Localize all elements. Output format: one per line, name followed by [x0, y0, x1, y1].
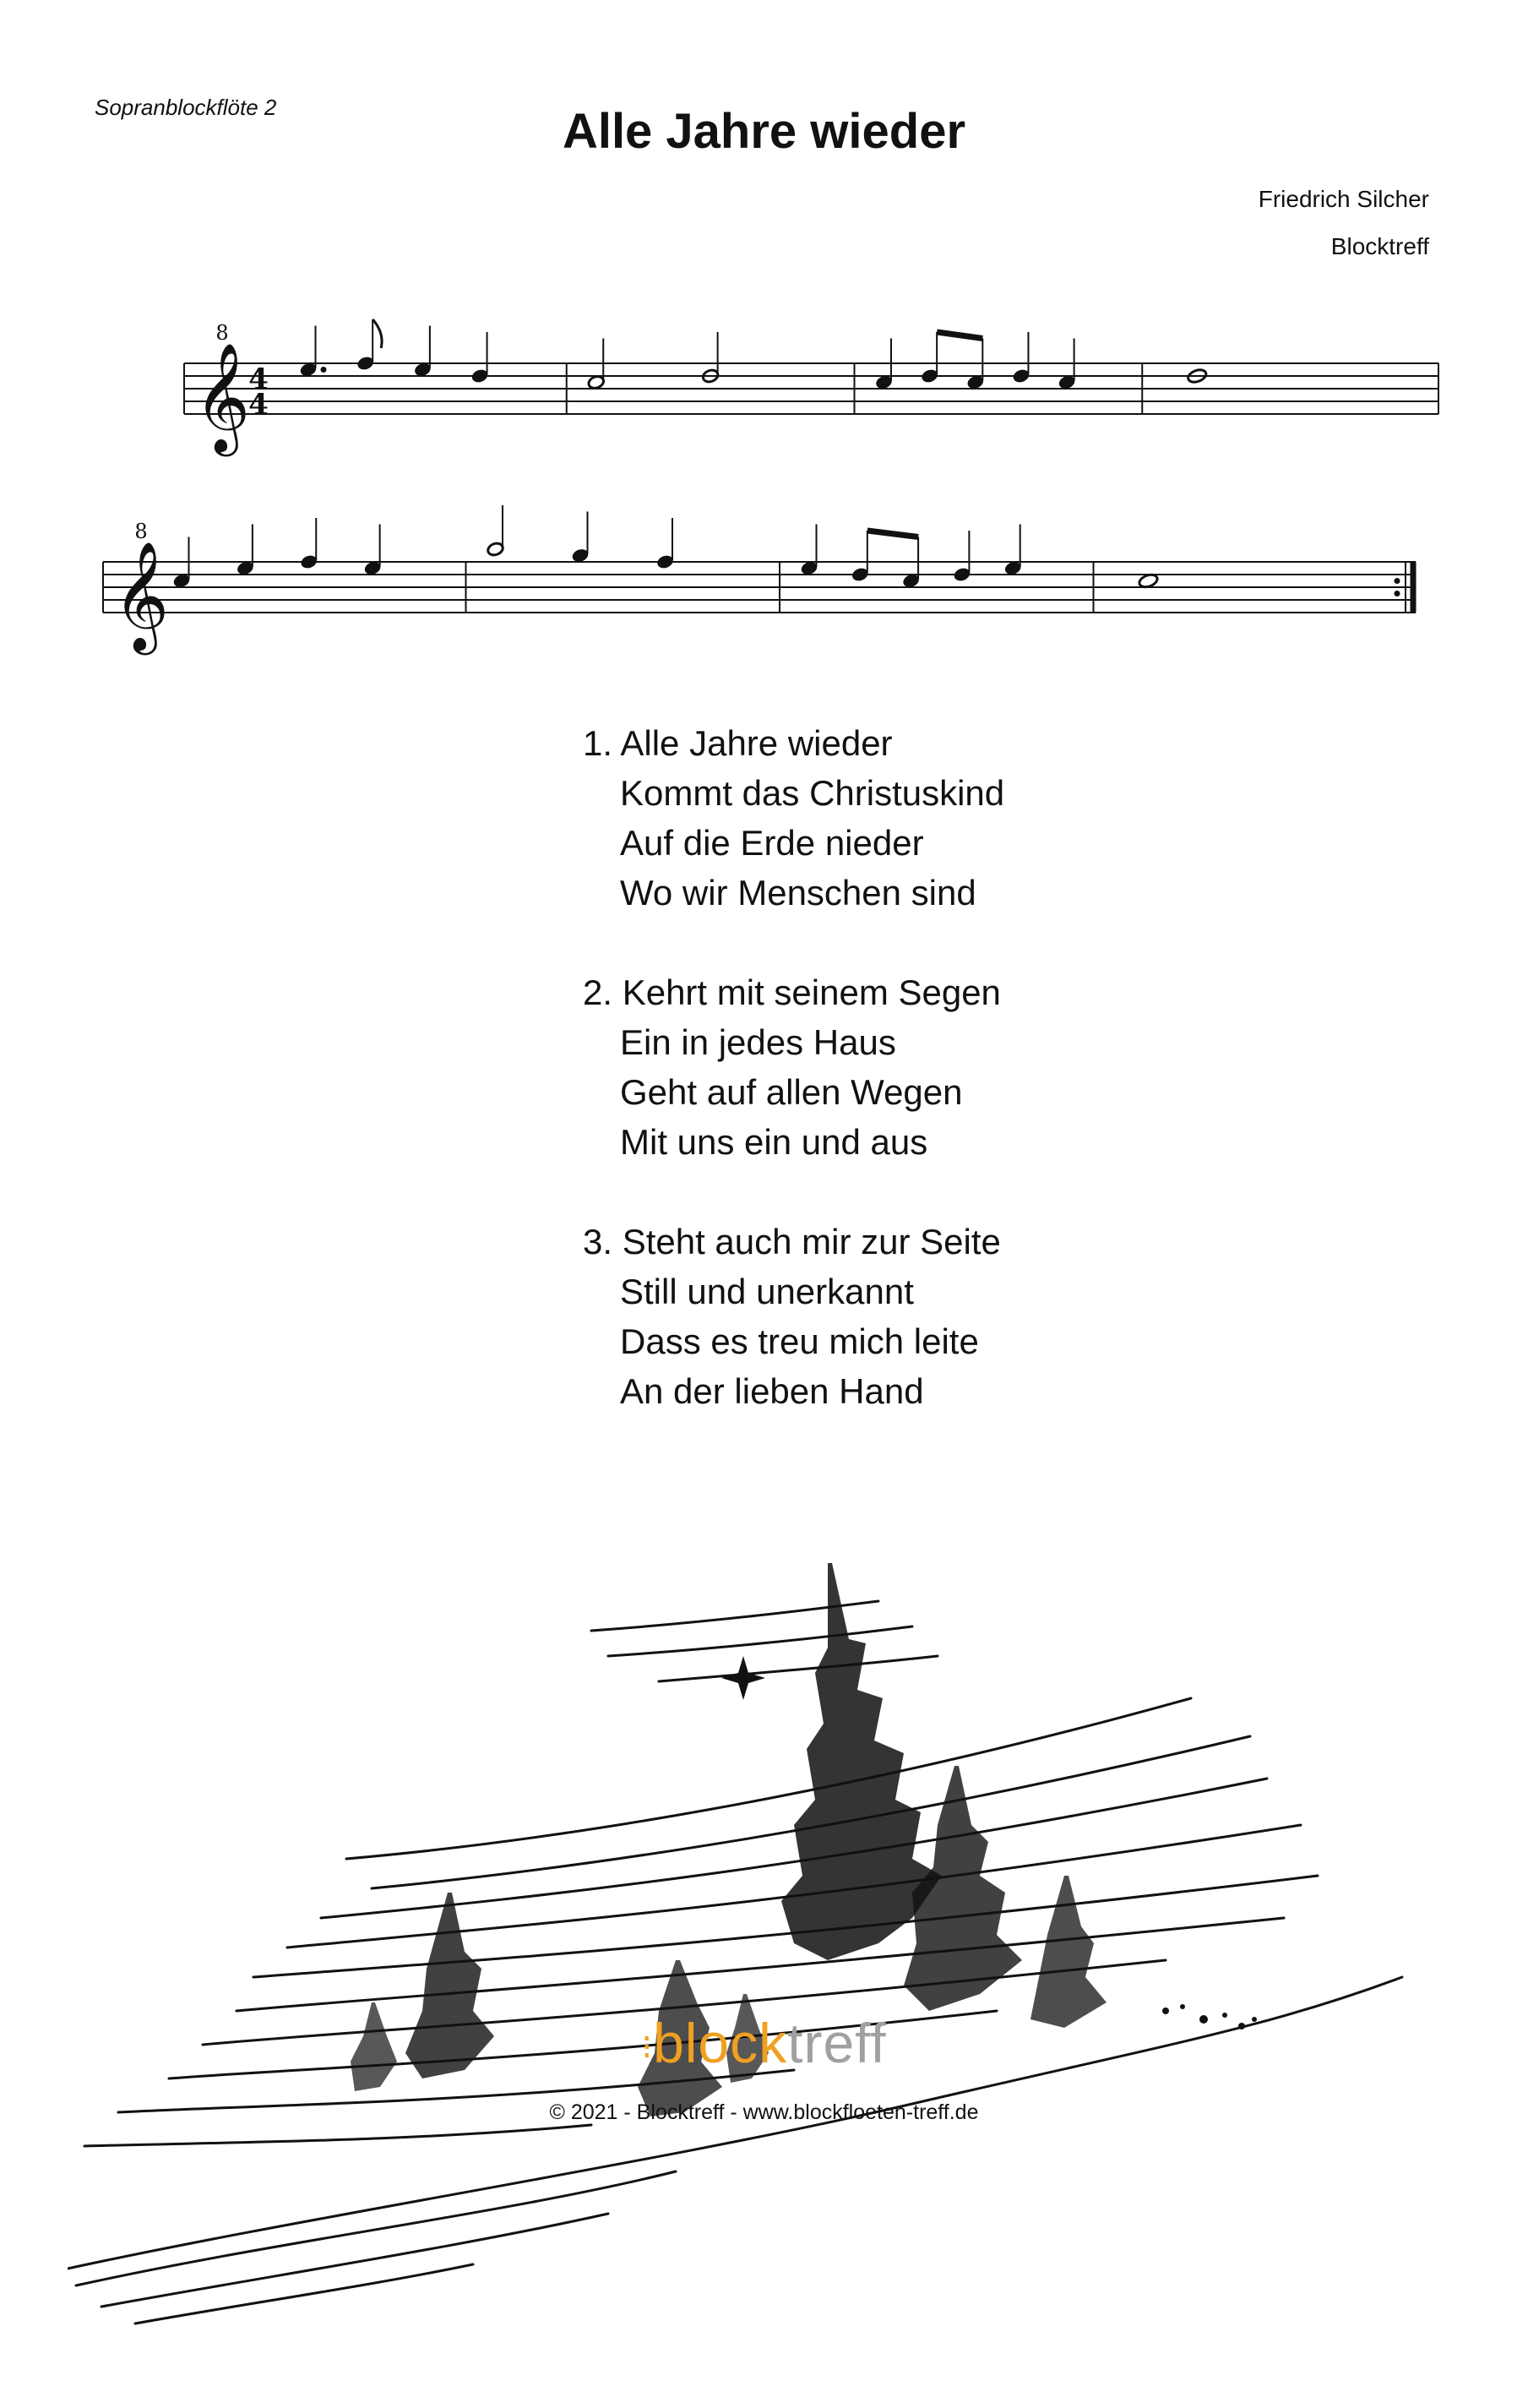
- lyrics-line: An der lieben Hand: [620, 1371, 924, 1411]
- note-head: [921, 368, 938, 384]
- note-head: [172, 573, 190, 588]
- repeat-dot: [1395, 578, 1400, 584]
- clef-octave-mark: 8: [215, 321, 229, 345]
- lyrics-line: Kommt das Christuskind: [620, 773, 1005, 813]
- instrument-label: Sopranblockflöte 2: [95, 95, 277, 120]
- note-head: [356, 356, 374, 371]
- lyrics-line: Still und unerkannt: [620, 1272, 914, 1311]
- lyrics-line: Wo wir Menschen sind: [620, 873, 976, 913]
- lyrics-line: Dass es treu mich leite: [620, 1321, 979, 1361]
- lyrics-line: 2. Kehrt mit seinem Segen: [583, 972, 1001, 1012]
- repeat-dot: [1395, 591, 1400, 597]
- note-head: [470, 368, 488, 384]
- sheet-music: [0, 0, 1528, 693]
- note-head: [656, 554, 674, 569]
- note-head: [571, 548, 589, 563]
- note-head: [414, 362, 432, 377]
- winter-landscape-icon: [68, 1521, 1461, 2408]
- logo-text-block: block: [653, 2012, 788, 2074]
- lyrics-block: [583, 718, 1004, 1466]
- treble-clef-icon: 𝄞: [112, 541, 170, 651]
- lyrics-verse: [583, 1217, 1004, 1416]
- note-head: [851, 567, 869, 582]
- treble-clef-icon: 𝄞: [193, 342, 251, 452]
- note-head: [1004, 560, 1022, 575]
- note-head: [1012, 368, 1030, 384]
- blocktreff-logo: [0, 2011, 1528, 2075]
- lyrics-line: Geht auf allen Wegen: [620, 1072, 963, 1112]
- lyrics-verse: [583, 718, 1004, 918]
- lyrics-verse: [583, 967, 1004, 1167]
- time-signature-bottom: 4: [248, 388, 269, 422]
- lyrics-line: Ein in jedes Haus: [620, 1022, 896, 1062]
- note-head: [800, 560, 818, 575]
- logo-text-treff: treff: [787, 2012, 887, 2074]
- note-beam: [867, 531, 918, 537]
- note-head: [953, 567, 971, 582]
- clef-octave-mark: 8: [134, 520, 148, 543]
- note-head: [966, 374, 984, 390]
- note-head: [363, 560, 381, 575]
- composer-credit: Friedrich Silcher: [1258, 186, 1429, 212]
- note-head: [237, 560, 254, 575]
- lyrics-line: Auf die Erde nieder: [620, 823, 924, 863]
- lyrics-line: 1. Alle Jahre wieder: [583, 723, 893, 763]
- note-head: [902, 573, 920, 588]
- note-head: [875, 374, 893, 390]
- note-head: [299, 362, 317, 377]
- note-head: [587, 374, 605, 390]
- note-head: [300, 554, 318, 569]
- note-flag: [372, 319, 382, 348]
- page-title: Alle Jahre wieder: [562, 104, 966, 159]
- lyrics-line: 3. Steht auch mir zur Seite: [583, 1222, 1001, 1261]
- note-head: [1058, 374, 1075, 390]
- arranger-credit: Blocktreff: [1330, 233, 1429, 259]
- time-signature-top: 4: [248, 362, 269, 396]
- logo-dots-icon: ⁝: [641, 2029, 654, 2067]
- footer-copyright: © 2021 - Blocktreff - www.blockfloeten-treff.de: [549, 2100, 979, 2124]
- note-beam: [937, 332, 982, 339]
- lyrics-line: Mit uns ein und aus: [620, 1122, 928, 1162]
- note-dot: [321, 367, 327, 373]
- note-head: [487, 542, 504, 557]
